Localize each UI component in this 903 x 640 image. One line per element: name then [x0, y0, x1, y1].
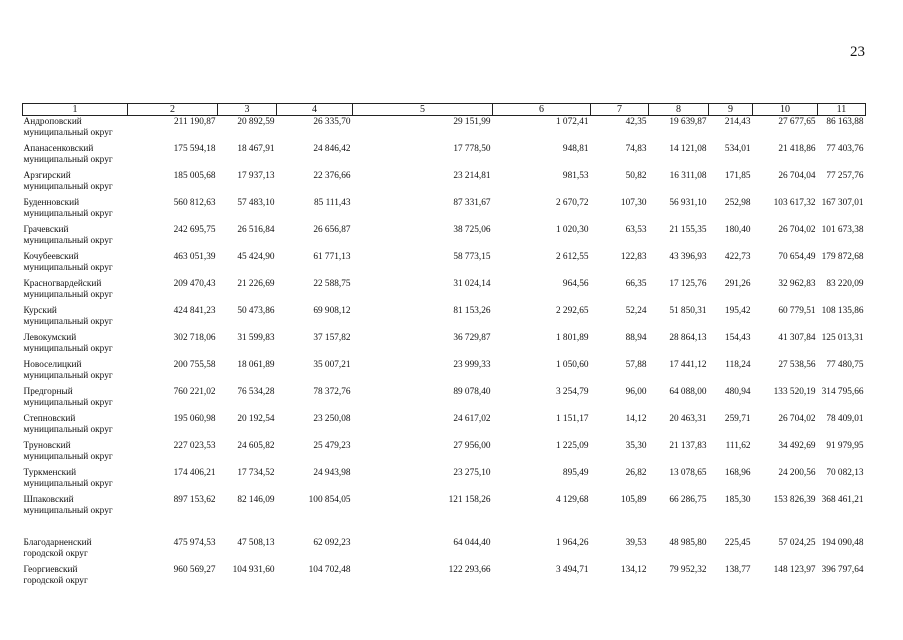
- cell-col-6: 1 072,41: [555, 117, 589, 127]
- column-header-2: 2: [128, 104, 218, 116]
- cell-col-8: 43 396,93: [669, 252, 707, 262]
- cell-col-8: 21 137,83: [669, 441, 707, 451]
- cell-col-9: 259,71: [724, 414, 751, 424]
- cell-col-8: 17 125,76: [669, 279, 707, 289]
- cell-col-7: 50,82: [625, 171, 647, 181]
- cell-col-2: 227 023,53: [173, 441, 216, 451]
- cell-col-7: 57,88: [625, 360, 647, 370]
- district-name: [23, 252, 128, 279]
- cell-col-3: 50 473,86: [237, 306, 275, 316]
- cell-col-10: 153 826,39: [773, 495, 816, 505]
- cell-col-6: 1 151,17: [555, 414, 589, 424]
- cell-col-9: 480,94: [724, 387, 751, 397]
- cell-col-10: 70 654,49: [778, 252, 816, 262]
- table-row: [23, 387, 866, 414]
- cell-col-8: 19 639,87: [669, 117, 707, 127]
- cell-col-5: 29 151,99: [453, 117, 491, 127]
- cell-col-9: 291,26: [724, 279, 751, 289]
- cell-col-11: 101 673,38: [821, 225, 864, 235]
- data-table: [22, 103, 866, 592]
- district-name: [23, 538, 128, 565]
- district-name-line: муниципальный округ: [23, 371, 113, 381]
- cell-col-11: 314 795,66: [821, 387, 864, 397]
- cell-col-2: 195 060,98: [173, 414, 216, 424]
- district-name-line: муниципальный округ: [23, 452, 113, 462]
- cell-col-7: 96,00: [625, 387, 647, 397]
- cell-col-9: 138,77: [724, 565, 751, 575]
- cell-col-10: 27 677,65: [778, 117, 816, 127]
- district-name: [23, 225, 128, 252]
- cell-col-4: 24 943,98: [313, 468, 351, 478]
- district-name-line: муниципальный округ: [23, 317, 113, 327]
- cell-col-2: 209 470,43: [173, 279, 216, 289]
- cell-col-11: 77 257,76: [826, 171, 864, 181]
- cell-col-8: 66 286,75: [669, 495, 707, 505]
- cell-col-3: 31 599,83: [237, 333, 275, 343]
- cell-col-8: 51 850,31: [669, 306, 707, 316]
- cell-col-7: 88,94: [625, 333, 647, 343]
- cell-col-4: 85 111,43: [314, 198, 351, 208]
- cell-col-6: 3 254,79: [555, 387, 589, 397]
- district-name-line: Кочубеевский: [23, 252, 79, 262]
- table-row: [23, 279, 866, 306]
- cell-col-3: 76 534,28: [237, 387, 275, 397]
- cell-col-9: 171,85: [724, 171, 751, 181]
- cell-col-7: 52,24: [625, 306, 647, 316]
- cell-col-10: 103 617,32: [773, 198, 816, 208]
- table-row: [23, 171, 866, 198]
- cell-col-5: 58 773,15: [453, 252, 491, 262]
- cell-col-4: 26 335,70: [313, 117, 351, 127]
- cell-col-3: 47 508,13: [237, 538, 275, 548]
- district-name: [23, 468, 128, 495]
- district-name-line: муниципальный округ: [23, 236, 113, 246]
- page-number: 23: [850, 44, 865, 60]
- cell-col-2: 174 406,21: [173, 468, 216, 478]
- cell-col-5: 64 044,40: [453, 538, 491, 548]
- cell-col-4: 69 908,12: [313, 306, 351, 316]
- cell-col-4: 25 479,23: [313, 441, 351, 451]
- district-name-line: Предгорный: [23, 387, 73, 397]
- column-header-5: 5: [353, 104, 493, 116]
- cell-col-4: 24 846,42: [313, 144, 351, 154]
- cell-col-11: 125 013,31: [821, 333, 864, 343]
- cell-col-10: 21 418,86: [778, 144, 816, 154]
- column-header-6: 6: [493, 104, 591, 116]
- cell-col-9: 154,43: [724, 333, 751, 343]
- cell-col-11: 167 307,01: [821, 198, 864, 208]
- cell-col-7: 105,89: [620, 495, 647, 505]
- district-name: [23, 144, 128, 171]
- cell-col-3: 20 192,54: [237, 414, 275, 424]
- table-row: [23, 468, 866, 495]
- table-row: [23, 333, 866, 360]
- cell-col-5: 24 617,02: [453, 414, 491, 424]
- district-name-line: муниципальный округ: [23, 128, 113, 138]
- district-name-line: муниципальный округ: [23, 182, 113, 192]
- cell-col-8: 21 155,35: [669, 225, 707, 235]
- cell-col-6: 1 964,26: [555, 538, 589, 548]
- cell-col-2: 185 005,68: [173, 171, 216, 181]
- cell-col-2: 475 974,53: [173, 538, 216, 548]
- district-name-line: муниципальный округ: [23, 425, 113, 435]
- cell-col-6: 3 494,71: [555, 565, 589, 575]
- cell-col-3: 45 424,90: [237, 252, 275, 262]
- table-row: [23, 414, 866, 441]
- cell-col-5: 23 275,10: [453, 468, 491, 478]
- cell-col-4: 22 588,75: [313, 279, 351, 289]
- cell-col-8: 79 952,32: [669, 565, 707, 575]
- table-row: [23, 538, 866, 565]
- cell-col-6: 964,56: [562, 279, 589, 289]
- district-name: [23, 441, 128, 468]
- cell-col-6: 2 670,72: [555, 198, 589, 208]
- district-name-line: Туркменский: [23, 468, 77, 478]
- district-name: [23, 171, 128, 198]
- cell-col-7: 26,82: [625, 468, 647, 478]
- district-name: [23, 495, 128, 522]
- cell-col-9: 118,24: [725, 360, 751, 370]
- district-name-line: Труновский: [23, 441, 71, 451]
- district-name: [23, 565, 128, 592]
- cell-col-6: 4 129,68: [555, 495, 589, 505]
- district-name-line: муниципальный округ: [23, 209, 113, 219]
- cell-col-6: 1 020,30: [555, 225, 589, 235]
- cell-col-7: 42,35: [625, 117, 647, 127]
- cell-col-6: 948,81: [562, 144, 589, 154]
- cell-col-4: 78 372,76: [313, 387, 351, 397]
- cell-col-2: 463 051,39: [173, 252, 216, 262]
- column-header-4: 4: [277, 104, 353, 116]
- cell-col-3: 21 226,69: [237, 279, 275, 289]
- cell-col-5: 17 778,50: [453, 144, 491, 154]
- cell-col-7: 14,12: [625, 414, 647, 424]
- cell-col-10: 26 704,02: [778, 225, 816, 235]
- cell-col-8: 13 078,65: [669, 468, 707, 478]
- cell-col-2: 897 153,62: [173, 495, 216, 505]
- district-name: [23, 279, 128, 306]
- cell-col-5: 81 153,26: [453, 306, 491, 316]
- district-name-line: Андроповский: [23, 117, 82, 127]
- cell-col-5: 121 158,26: [448, 495, 491, 505]
- district-name-line: муниципальный округ: [23, 263, 113, 273]
- cell-col-2: 560 812,63: [173, 198, 216, 208]
- cell-col-11: 78 409,01: [826, 414, 864, 424]
- table-row: [23, 565, 866, 592]
- cell-col-7: 63,53: [625, 225, 647, 235]
- cell-col-9: 534,01: [724, 144, 751, 154]
- district-name-line: муниципальный округ: [23, 398, 113, 408]
- cell-col-5: 38 725,06: [453, 225, 491, 235]
- table-row: [23, 306, 866, 333]
- cell-col-2: 760 221,02: [173, 387, 216, 397]
- header-row: [23, 104, 866, 116]
- cell-col-11: 70 082,13: [826, 468, 864, 478]
- cell-col-5: 27 956,00: [453, 441, 491, 451]
- cell-col-3: 18 061,89: [237, 360, 275, 370]
- cell-col-2: 211 190,87: [174, 117, 216, 127]
- cell-col-10: 41 307,84: [778, 333, 816, 343]
- cell-col-4: 100 854,05: [308, 495, 351, 505]
- table-row: [23, 360, 866, 387]
- column-header-9: 9: [709, 104, 753, 116]
- cell-col-10: 27 538,56: [778, 360, 816, 370]
- cell-col-5: 87 331,67: [453, 198, 491, 208]
- cell-col-8: 17 441,12: [669, 360, 707, 370]
- cell-col-8: 48 985,80: [669, 538, 707, 548]
- cell-col-9: 180,40: [724, 225, 751, 235]
- cell-col-11: 108 135,86: [821, 306, 864, 316]
- cell-col-8: 56 931,10: [669, 198, 707, 208]
- cell-col-2: 242 695,75: [173, 225, 216, 235]
- cell-col-5: 31 024,14: [453, 279, 491, 289]
- district-name: [23, 198, 128, 225]
- cell-col-4: 35 007,21: [313, 360, 351, 370]
- table-row: [23, 495, 866, 522]
- cell-col-2: 175 594,18: [173, 144, 216, 154]
- cell-col-10: 60 779,51: [778, 306, 816, 316]
- table-row: [23, 144, 866, 171]
- cell-col-5: 23 214,81: [453, 171, 491, 181]
- cell-col-7: 107,30: [620, 198, 647, 208]
- district-name-line: Курский: [23, 306, 57, 316]
- district-name-line: Арзгирский: [23, 171, 71, 181]
- district-name-line: Степновский: [23, 414, 76, 424]
- district-name-line: муниципальный округ: [23, 506, 113, 516]
- cell-col-11: 83 220,09: [826, 279, 864, 289]
- cell-col-3: 18 467,91: [237, 144, 275, 154]
- district-name-line: Буденновский: [23, 198, 80, 208]
- district-name: [23, 333, 128, 360]
- district-name-line: муниципальный округ: [23, 479, 113, 489]
- table-row: [23, 252, 866, 279]
- cell-col-8: 14 121,08: [669, 144, 707, 154]
- cell-col-10: 32 962,83: [778, 279, 816, 289]
- cell-col-5: 36 729,87: [453, 333, 491, 343]
- cell-col-6: 2 612,55: [555, 252, 589, 262]
- table-row: [23, 441, 866, 468]
- cell-col-9: 185,30: [724, 495, 751, 505]
- district-name-line: муниципальный округ: [23, 290, 113, 300]
- cell-col-3: 82 146,09: [237, 495, 275, 505]
- cell-col-8: 28 864,13: [669, 333, 707, 343]
- cell-col-2: 200 755,58: [173, 360, 216, 370]
- cell-col-3: 24 605,82: [237, 441, 275, 451]
- cell-col-11: 179 872,68: [821, 252, 864, 262]
- cell-col-9: 168,96: [724, 468, 751, 478]
- cell-col-4: 22 376,66: [313, 171, 351, 181]
- cell-col-6: 1 050,60: [555, 360, 589, 370]
- cell-col-10: 34 492,69: [778, 441, 816, 451]
- column-header-7: 7: [591, 104, 649, 116]
- district-name: [23, 116, 128, 145]
- cell-col-9: 422,73: [724, 252, 751, 262]
- district-name-line: Грачевский: [23, 225, 69, 235]
- cell-col-7: 74,83: [625, 144, 647, 154]
- cell-col-4: 104 702,48: [308, 565, 351, 575]
- table-row: [23, 225, 866, 252]
- table-row: [23, 116, 866, 145]
- table-row: [23, 198, 866, 225]
- cell-col-9: 252,98: [724, 198, 751, 208]
- cell-col-9: 225,45: [724, 538, 751, 548]
- district-name-line: Благодарненский: [23, 538, 92, 548]
- column-header-11: 11: [818, 104, 866, 116]
- district-name-line: муниципальный округ: [23, 155, 113, 165]
- district-name: [23, 387, 128, 414]
- district-name-line: Красногвардейский: [23, 279, 102, 289]
- cell-col-4: 37 157,82: [313, 333, 351, 343]
- cell-col-3: 17 734,52: [237, 468, 275, 478]
- cell-col-4: 62 092,23: [313, 538, 351, 548]
- cell-col-2: 424 841,23: [173, 306, 216, 316]
- cell-col-7: 122,83: [620, 252, 647, 262]
- cell-col-10: 148 123,97: [773, 565, 816, 575]
- district-name: [23, 360, 128, 387]
- cell-col-10: 26 704,04: [778, 171, 816, 181]
- cell-col-11: 86 163,88: [826, 117, 864, 127]
- cell-col-10: 57 024,25: [778, 538, 816, 548]
- cell-col-10: 26 704,02: [778, 414, 816, 424]
- district-name: [23, 306, 128, 333]
- cell-col-6: 1 225,09: [555, 441, 589, 451]
- section-gap-cell: [23, 522, 866, 538]
- cell-col-6: 895,49: [562, 468, 589, 478]
- cell-col-7: 39,53: [625, 538, 647, 548]
- table-body: [23, 116, 866, 593]
- cell-col-11: 77 403,76: [826, 144, 864, 154]
- district-name-line: Апанасенковский: [23, 144, 94, 154]
- cell-col-5: 23 999,33: [453, 360, 491, 370]
- cell-col-10: 24 200,56: [778, 468, 816, 478]
- district-name-line: Шпаковский: [23, 495, 74, 505]
- cell-col-10: 133 520,19: [773, 387, 816, 397]
- cell-col-3: 57 483,10: [237, 198, 275, 208]
- cell-col-11: 77 480,75: [826, 360, 864, 370]
- cell-col-8: 64 088,00: [669, 387, 707, 397]
- cell-col-6: 2 292,65: [555, 306, 589, 316]
- cell-col-2: 302 718,06: [173, 333, 216, 343]
- column-header-8: 8: [649, 104, 709, 116]
- district-name-line: Георгиевский: [23, 565, 78, 575]
- section-gap: [23, 522, 866, 538]
- district-name-line: Левокумский: [23, 333, 77, 343]
- cell-col-4: 23 250,08: [313, 414, 351, 424]
- district-name-line: городской округ: [23, 549, 88, 559]
- cell-col-9: 195,42: [724, 306, 751, 316]
- cell-col-3: 26 516,84: [237, 225, 275, 235]
- cell-col-3: 20 892,59: [237, 117, 275, 127]
- cell-col-11: 396 797,64: [821, 565, 864, 575]
- cell-col-9: 111,62: [725, 441, 751, 451]
- cell-col-4: 61 771,13: [313, 252, 351, 262]
- cell-col-7: 134,12: [620, 565, 647, 575]
- column-header-10: 10: [753, 104, 818, 116]
- cell-col-4: 26 656,87: [313, 225, 351, 235]
- column-header-3: 3: [218, 104, 277, 116]
- cell-col-11: 91 979,95: [826, 441, 864, 451]
- district-name-line: городской округ: [23, 576, 88, 586]
- cell-col-7: 35,30: [625, 441, 647, 451]
- cell-col-8: 16 311,08: [669, 171, 707, 181]
- district-name-line: Новоселицкий: [23, 360, 82, 370]
- cell-col-11: 368 461,21: [821, 495, 864, 505]
- column-header-1: 1: [23, 104, 128, 116]
- cell-col-6: 1 801,89: [555, 333, 589, 343]
- cell-col-7: 66,35: [625, 279, 647, 289]
- cell-col-6: 981,53: [562, 171, 589, 181]
- cell-col-3: 17 937,13: [237, 171, 275, 181]
- district-name: [23, 414, 128, 441]
- cell-col-3: 104 931,60: [232, 565, 275, 575]
- cell-col-5: 122 293,66: [448, 565, 491, 575]
- district-name-line: муниципальный округ: [23, 344, 113, 354]
- cell-col-9: 214,43: [724, 117, 751, 127]
- cell-col-11: 194 090,48: [821, 538, 864, 548]
- cell-col-8: 20 463,31: [669, 414, 707, 424]
- cell-col-2: 960 569,27: [173, 565, 216, 575]
- cell-col-5: 89 078,40: [453, 387, 491, 397]
